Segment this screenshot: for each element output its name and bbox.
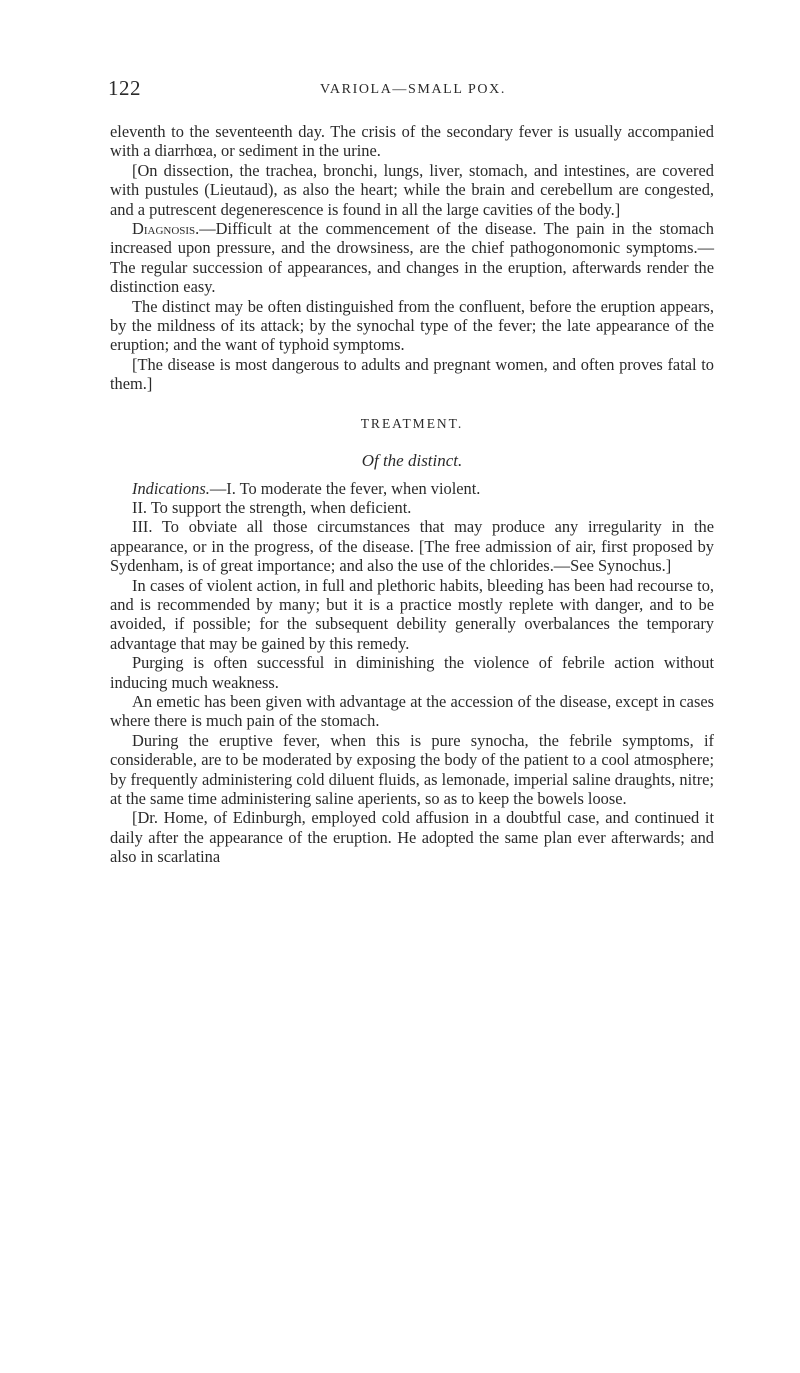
paragraph-eruptive-fever: During the eruptive fever, when this is pure synocha, the febrile symptoms, if considerable, are to be moderated by exposing the body of the patient to a cool atmosphere; by frequently administering cold diluent fluids, as lemonade, imperial saline draughts, nitre; at the same time administering saline aperients, so as to keep the bowels loose. — [110, 730, 714, 808]
page-number: 122 — [108, 76, 141, 100]
paragraph-crisis: eleventh to the seventeenth day. The crisis of the secondary fever is usually accompanied with a diarrhœa, or sediment in the urine. — [110, 122, 714, 161]
body-text — [110, 122, 714, 867]
paragraph-emetic: An emetic has been given with advantage at the accession of the disease, except in cases where there is much pain of the stomach. — [110, 691, 714, 731]
diagnosis-label: Diagnosis. — [132, 219, 200, 239]
paragraph-bleeding: In cases of violent action, in full and plethoric habits, bleeding has been had recourse to, and is recommended by many; but it is a practice mostly replete with danger, and to be avoided, if possible; for the subsequent debility generally overbalances the temporary advantage that may be gained by this remedy. — [110, 575, 714, 653]
running-head: VARIOLA—SMALL POX. — [320, 82, 506, 97]
paragraph-dissection: [On dissection, the trachea, bronchi, lungs, liver, stomach, and intestines, are covered with pustules (Lieutaud), as also the heart; while the brain and cerebellum are congested, and a putrescent degenerescence is found in all the large cavities of the body.] — [110, 160, 714, 219]
paragraph-purging: Purging is often successful in diminishing the violence of febrile action without inducing much weakness. — [110, 653, 714, 692]
paragraph-danger: [The disease is most dangerous to adults and pregnant women, and often proves fatal to them.] — [110, 354, 714, 394]
section-title-treatment: TREATMENT. — [360, 415, 464, 431]
page-header — [108, 76, 718, 108]
indication-first: —I. To moderate the fever, when violent. — [209, 478, 481, 498]
paragraph-diagnosis — [110, 219, 714, 297]
section-subtitle-distinct: Of the distinct. — [361, 451, 463, 471]
indications-label: Indications. — [132, 478, 210, 498]
paragraph-indication-third: III. To obviate all those circumstances that may produce any irregularity in the appearance, or in the progress, of the disease. [The free admission of air, first proposed by Sydenham, is of great importance; and also the use of the chlorides.—See Synochus.] — [110, 517, 714, 576]
paragraph-distinct: The distinct may be often distinguished from the confluent, before the eruption appears, by the mildness of its attack; by the synochal type of the fever; the late appearance of the eruption; and the want of typhoid symptoms. — [110, 296, 714, 355]
paragraph-cold-affusion: [Dr. Home, of Edinburgh, employed cold affusion in a doubtful case, and continued it daily after the appearance of the eruption. He adopted the same plan ever afterwards; and also in scarlatina — [110, 808, 714, 867]
paragraph-indications — [110, 479, 714, 498]
diagnosis-text: —Difficult at the commencement of the disease. The pain in the stomach increased upon pressure, and the drowsiness, are the chief pathogonomonic symptoms.—The regular succession of appearances, and changes in the eruption, afterwards render the distinction easy. — [110, 219, 714, 297]
paragraph-indication-second: II. To support the strength, when deficient. — [132, 497, 412, 517]
